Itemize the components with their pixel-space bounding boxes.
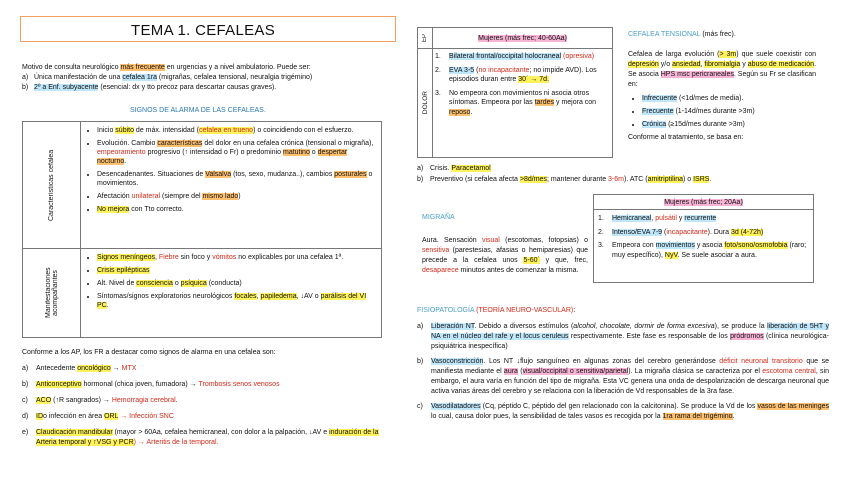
alarm-unilateral: • Afectación unilateral (siempre del mismo lado)	[97, 192, 377, 201]
row-label-manifestaciones: Manifestaciones acompañantes	[23, 249, 81, 338]
tensional-block	[628, 30, 816, 143]
mig-item-1: 1. Hemicraneal, pulsátil y recurrente	[598, 215, 717, 222]
intro-block	[22, 63, 402, 93]
migrana-heading: MIGRAÑA	[422, 214, 455, 221]
row-label-caracteristicas: Características cefalea	[23, 122, 81, 249]
ep-label: EP	[422, 33, 428, 42]
intro-a: a) Única manifestación de una cefalea 1ra (migrañas, cefalea tensional, neuralgia trigémino)	[22, 74, 313, 81]
crisis-block	[417, 164, 627, 174]
ep-item-1: 1. Bilateral frontal/occipital holocraneal (opresiva)	[435, 53, 595, 60]
mig-item-3: 3. Empeora con movimientos y asocia foto/sono/osmofobia (raro; muy específico), NyV. Se suele asociar a aura.	[598, 242, 807, 259]
fisio-heading: FISIOPATOLOGÍA (TEORÍA NEURO-VASCULAR):	[417, 307, 576, 314]
ap-item-a: a) Antecedente oncológico → MTX	[22, 365, 137, 372]
alarm-crisis: • Crisis epilépticas	[97, 266, 377, 275]
fisio-b: b) Vasoconstricción. Los NT ↓flujo sanguíneo en algunas zonas del cerebro generándose déficit neuronal transitorio que se manifiesta mediante el aura (visual/occipital o sensitiva/parietal). La migraña clásica se caracteriza por el escotoma central, sin embargo, el aura varía en función del tipo de migraña. Esta VC genera una onda de despolarización de descarga neuronal que activa varias áreas del cerebro y se relaciona con la liberación de Vd responsables de la 3ra fase.	[417, 358, 830, 395]
dolor-label: DOLOR	[421, 91, 429, 115]
fisio-c: c) Vasodilatadores (Cq, péptido C, péptido del gen relacionado con la calcitonina). Se produce la Vd de los vasos de las meninges lo cual, causa dolor pues, la sensibilidad de tales vasos es recogida por la 1ra rama del trigémino.	[417, 403, 829, 420]
tensional-heading: CEFALEA TENSIONAL (más frec).	[628, 31, 736, 38]
intro-line: Motivo de consulta neurológico más frecuente en urgencias y a nivel ambulatorio. Puede ser:	[22, 64, 311, 71]
mig-item-2: 2. Intenso/EVA 7-9 (incapacitante). Dura 3d (4-72h)	[598, 228, 764, 236]
alarm-no-mejora: • No mejora con Tto correcto.	[97, 205, 377, 214]
ap-item-d: d) IDo infección en área ORL → Infección SNC	[22, 413, 174, 420]
tensional-p1: Cefalea de larga evolución (> 3m) que suele coexistir con depresión y/o ansiedad, fibromialgia y abuso de medicación. Se asocia HPS msc pericraneales. Según su Fr se clasifican en:	[628, 51, 817, 88]
alarm-consciencia: • Alt. Nivel de consciencia o psíquica (conducta)	[97, 279, 377, 288]
alarm-heading: SIGNOS DE ALARMA DE LAS CEFALEAS.	[130, 107, 266, 114]
tensional-b2: • Frecuente (1-14d/mes durante >3m)	[642, 107, 816, 116]
crisis-b-block	[417, 175, 837, 185]
tensional-b3: • Crónica (≥15d/mes durante >3m)	[642, 120, 816, 129]
migrana-block	[422, 236, 588, 276]
alarm-table	[22, 121, 382, 338]
migrana-table-header: Mujeres (más frec; 20Aa)	[594, 195, 814, 210]
ep-item-3: 3. No empeora con movimientos ni asocia otros síntomas. Empeora por las tardes y mejora con reposo.	[435, 89, 597, 116]
ap-item-b: b) Anticonceptivo hormonal (chica joven, fumadora) → Trombosis senos venosos	[22, 381, 280, 388]
ap-item-c: c) ACO (↑R sangrados) → Hemorragia cerebral.	[22, 397, 178, 404]
page-title: TEMA 1. CEFALEAS	[131, 22, 276, 39]
fisio-a: a) Liberación NT. Debido a diversos estímulos (alcohol, chocolate, dormir de forma excesiva), se produce la liberación de 5HT y NA en el núcleo del rafe y el locus ceruleus respectivamente. Este fase es responsable de los pródromos (clínica neurológica-psiquiátrica inespecífica)	[417, 323, 829, 350]
ap-block	[22, 348, 400, 448]
alarm-meningeos: • Signos meníngeos, Fiebre sin foco y vómitos no explicables por una cefalea 1ª.	[97, 253, 377, 262]
alarm-focales: • Síntomas/signos exploratorios neurológicos focales, papiledema, ↓AV o parálisis del VI PC.	[97, 292, 377, 310]
ep-header: Mujeres (más frec; 40-60Aa)	[433, 28, 613, 49]
fisio-block	[417, 322, 829, 422]
migrana-aura: Aura. Sensación visual (escotomas, fotopsias) o sensitiva (parestesias, afasias o hemiparesias) que precede a la cefalea unos 5-60´ y que, frec, desaparece minutos antes de comenzar la misma.	[422, 237, 589, 274]
tensional-tto: Conforme al tratamiento, se basa en:	[628, 134, 744, 141]
ep-table	[417, 27, 613, 158]
tensional-b1: • Infrecuente (<1d/mes de media).	[642, 94, 816, 103]
intro-b: b) 2º a Enf. subyacente (esencial: dx y tto precoz para descartar causas graves).	[22, 84, 277, 91]
ap-intro: Conforme a los AP, los FR a destacar como signos de alarma en una cefalea son:	[22, 349, 276, 356]
ep-item-2: 2. EVA 3-5 (no incapacitante; no impide AVD). Los episodios duran entre 30´ → 7d.	[435, 66, 597, 83]
crisis-b: b) Preventivo (si cefalea afecta >8d/mes; mantener durante 3-6m). ATC (amitriptilina) o ISRS.	[417, 176, 712, 183]
ap-item-e: e) Claudicación mandibular (mayor > 60Aa, cefalea hemicraneal, con dolor a la palpación, ↓AV e induración de la Arteria temporal y ↑VSG y PCR) → Arteritis de la temporal.	[22, 429, 379, 446]
title-box	[20, 16, 396, 42]
alarm-inicio: • Inicio súbito de máx. intensidad (cefalea en trueno) o coincidiendo con el esfuerzo.	[97, 126, 377, 135]
migrana-table	[593, 194, 814, 283]
alarm-desencadenantes: • Desencadenantes. Situaciones de Valsalva (tos, sexo, mudanza..), cambios posturales o movimientos.	[97, 170, 377, 188]
crisis-a: a) Crisis. Paracetamol	[417, 165, 491, 172]
alarm-evolucion: • Evolución. Cambio características del dolor en una cefalea crónica (tensional o migraña), empeoramiento progresivo (↑ intensidad o Fr) o predominio matutino o despertar nocturno.	[97, 139, 377, 166]
